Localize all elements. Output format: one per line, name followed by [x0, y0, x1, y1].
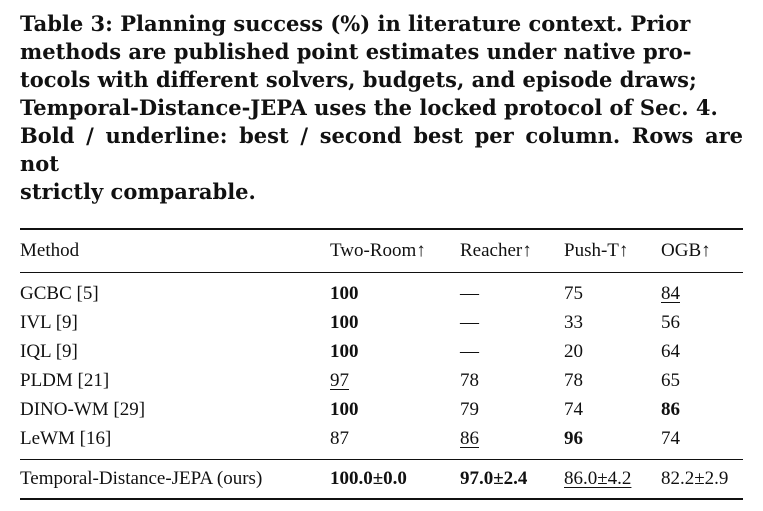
table-row: [20, 424, 743, 460]
cell-method: IQL [9]: [20, 340, 78, 362]
caption-line: methods are published point estimates under native pro-: [20, 39, 692, 64]
cell-ogb: 56: [661, 311, 680, 333]
cell-method: GCBC [5]: [20, 282, 99, 304]
cell-push-t: 33: [564, 311, 583, 333]
cell-push-t: 75: [564, 282, 583, 304]
table-row: [20, 395, 743, 424]
cell-push-t: 86.0±4.2: [564, 468, 632, 489]
cell-reacher: —: [460, 282, 479, 304]
table-row: [20, 337, 743, 366]
table-row: [20, 273, 743, 309]
cell-two-room: 100.0±0.0: [330, 468, 407, 489]
cell-two-room: 100: [330, 340, 359, 362]
cell-method: IVL [9]: [20, 311, 78, 333]
cell-ogb: 84: [661, 282, 680, 304]
table-row: [20, 308, 743, 337]
cell-reacher: —: [460, 340, 479, 362]
table-row-ours: [20, 460, 743, 500]
header-method: Method: [20, 240, 80, 261]
cell-push-t: 20: [564, 340, 583, 362]
cell-two-room: 100: [330, 398, 359, 420]
cell-two-room: 87: [330, 427, 349, 449]
cell-ogb: 65: [661, 369, 680, 391]
caption-line: Temporal-Distance-JEPA uses the locked protocol of Sec. 4.: [20, 95, 718, 120]
cell-reacher: —: [460, 311, 479, 333]
cell-method: Temporal-Distance-JEPA (ours): [20, 468, 263, 489]
cell-push-t: 78: [564, 369, 583, 391]
cell-method: DINO-WM [29]: [20, 398, 146, 420]
header-reacher: Reacher↑: [460, 240, 532, 261]
cell-push-t: 96: [564, 427, 583, 449]
cell-method: LeWM [16]: [20, 427, 112, 449]
caption-line: strictly comparable.: [20, 179, 256, 204]
caption-line: tocols with different solvers, budgets, and episode draws;: [20, 67, 697, 92]
table-caption: [20, 10, 743, 206]
header-ogb: OGB↑: [661, 240, 711, 261]
cell-reacher: 86: [460, 427, 479, 449]
results-table: [20, 228, 743, 500]
table-header-row: [20, 229, 743, 273]
cell-reacher: 79: [460, 398, 479, 420]
cell-ogb: 82.2±2.9: [661, 468, 729, 489]
header-two-room: Two-Room↑: [330, 240, 426, 261]
cell-reacher: 78: [460, 369, 479, 391]
cell-two-room: 100: [330, 311, 359, 333]
caption-line: Table 3: Planning success (%) in literature context. Prior: [20, 11, 691, 36]
cell-push-t: 74: [564, 398, 583, 420]
cell-ogb: 74: [661, 427, 680, 449]
cell-two-room: 97: [330, 369, 349, 391]
cell-method: PLDM [21]: [20, 369, 110, 391]
table-row: [20, 366, 743, 395]
cell-ogb: 64: [661, 340, 680, 362]
header-push-t: Push-T↑: [564, 240, 629, 261]
cell-two-room: 100: [330, 282, 359, 304]
cell-ogb: 86: [661, 398, 680, 420]
cell-reacher: 97.0±2.4: [460, 468, 528, 489]
caption-line: Bold / underline: best / second best per column. Rows are not: [20, 123, 743, 176]
